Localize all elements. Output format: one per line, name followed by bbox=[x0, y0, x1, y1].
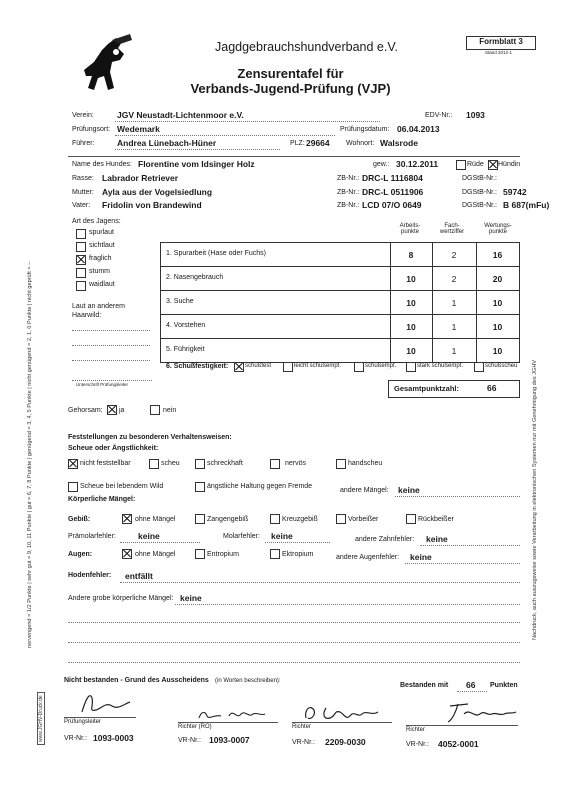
sig-4-vr: 4052-0001 bbox=[438, 739, 479, 749]
gebiss-ohne-label: ohne Mängel bbox=[135, 516, 176, 523]
nervoes-checkbox[interactable] bbox=[270, 459, 280, 469]
vater-value: Fridolin von Brandewind bbox=[102, 200, 202, 210]
aengstlich-checkbox[interactable] bbox=[195, 482, 205, 492]
kreuzgebiss-checkbox[interactable] bbox=[270, 514, 280, 524]
row-4-wp: 10 bbox=[492, 322, 503, 332]
gebiss-label: Gebiß: bbox=[68, 516, 91, 523]
laut-title-1: Laut an anderem bbox=[72, 303, 125, 310]
ruede-label: Rüde bbox=[467, 161, 484, 168]
row-3-fw: 1 bbox=[451, 298, 457, 308]
row-1-wp: 16 bbox=[492, 250, 503, 260]
praemolar-value: keine bbox=[138, 531, 160, 541]
molar-value: keine bbox=[271, 531, 293, 541]
row-1-fw: 2 bbox=[451, 250, 457, 260]
ektropium-checkbox[interactable] bbox=[270, 549, 280, 559]
scheu-wild-label: Scheue bei lebendem Wild bbox=[80, 483, 164, 490]
aengstlich-label: ängstliche Haltung gegen Fremde bbox=[207, 483, 313, 490]
vater-zb-label: ZB-Nr.: bbox=[337, 202, 360, 209]
vater-dgstb-label: DGStB-Nr.: bbox=[462, 202, 498, 209]
row-3-label: 3. Suche bbox=[166, 298, 194, 305]
zahn-value: keine bbox=[426, 534, 448, 544]
in-worten-label: (in Worten beschreiben): bbox=[215, 678, 281, 684]
signature-4 bbox=[440, 700, 520, 726]
row-5-wp: 10 bbox=[492, 346, 503, 356]
row-2-fw: 2 bbox=[451, 274, 457, 284]
plz-value: 29664 bbox=[306, 138, 330, 148]
row-4-ap: 10 bbox=[406, 322, 416, 332]
gew-value: 30.12.2011 bbox=[396, 159, 439, 169]
molar-label: Molarfehler: bbox=[223, 533, 260, 540]
signature-1 bbox=[78, 690, 138, 716]
edv-label: EDV-Nr.: bbox=[425, 112, 453, 119]
hund-name-value: Florentine vom Idsinger Holz bbox=[138, 159, 255, 169]
nicht-bestanden-label: Nicht bestanden - Grund des Ausscheidens bbox=[64, 677, 209, 684]
sig-3-vr: 2209-0030 bbox=[325, 737, 366, 747]
mutter-zb-value: DRC-L 0511906 bbox=[362, 187, 424, 197]
schuss-leicht-label: leicht schußempf. bbox=[294, 363, 342, 369]
row-1-label: 1. Spurarbeit (Hase oder Fuchs) bbox=[166, 250, 266, 257]
sig-1-vr-label: VR-Nr.: bbox=[64, 735, 87, 742]
verhalten-subtitle: Scheue oder Ängstlichkeit: bbox=[68, 445, 159, 452]
side-right-text: Nachdruck, auch auszugsweise sowie Verarbeitung in elektronischen Systemen nur mit Genehmigung des JGHV bbox=[532, 359, 538, 640]
koerper-title: Körperliche Mängel: bbox=[68, 496, 136, 503]
rasse-label: Rasse: bbox=[72, 175, 94, 182]
rasse-value: Labrador Retriever bbox=[102, 173, 179, 183]
huendin-label: Hündin bbox=[498, 161, 521, 168]
mutter-label: Mutter: bbox=[72, 189, 94, 196]
handscheu-checkbox[interactable] bbox=[336, 459, 346, 469]
ort-value: Wedemark bbox=[117, 124, 160, 134]
unterschrift-pl-label: Unterschrift Prüfungsleiter bbox=[76, 382, 129, 387]
gebiss-ohne-checkbox[interactable] bbox=[122, 514, 132, 524]
gesamt-label: Gesamtpunktzahl: bbox=[394, 384, 460, 393]
andere-maengel-value: keine bbox=[398, 485, 420, 495]
schuss-empf-label: schußempf. bbox=[365, 363, 397, 369]
kreuzgebiss-label: Kreuzgebiß bbox=[282, 516, 318, 523]
form-stand: Stand 2012-1 bbox=[485, 50, 513, 55]
nicht-feststellbar-checkbox[interactable] bbox=[68, 459, 78, 469]
jagen-sichtlaut-label: sichtlaut bbox=[89, 242, 115, 249]
jagen-stumm-checkbox[interactable] bbox=[76, 268, 86, 278]
title-1: Zensurentafel für bbox=[237, 66, 344, 81]
header-wertungspunkte: Wertungs- punkte bbox=[484, 223, 512, 235]
edv-value: 1093 bbox=[466, 110, 485, 120]
gehorsam-nein-label: nein bbox=[163, 407, 177, 414]
schuss-label: 6. Schußfestigkeit: bbox=[166, 363, 229, 370]
sig-3-vr-label: VR-Nr.: bbox=[292, 739, 315, 746]
row-2-ap: 10 bbox=[406, 274, 416, 284]
gesamt-value: 66 bbox=[487, 383, 497, 393]
jagen-fraglich-label: fraglich bbox=[89, 255, 112, 262]
sig-3-role: Richter bbox=[292, 724, 312, 730]
jagen-fraglich-checkbox[interactable] bbox=[76, 255, 86, 265]
row-5-fw: 1 bbox=[451, 346, 457, 356]
scheu-checkbox[interactable] bbox=[149, 459, 159, 469]
plz-label: PLZ: bbox=[290, 140, 305, 147]
sig-2-vr: 1093-0007 bbox=[209, 735, 250, 745]
augenfehler-value: keine bbox=[410, 552, 432, 562]
datum-label: Prüfungsdatum: bbox=[340, 126, 390, 133]
zangengebiss-label: Zangengebiß bbox=[207, 516, 249, 523]
schreckhaft-label: schreckhaft bbox=[207, 460, 243, 467]
zb-value: DRC-L 1116804 bbox=[362, 173, 423, 183]
jagen-sichtlaut-checkbox[interactable] bbox=[76, 242, 86, 252]
row-5-label: 5. Führigkeit bbox=[166, 346, 205, 353]
signature-2 bbox=[195, 702, 270, 724]
jagen-waidlaut-checkbox[interactable] bbox=[76, 281, 86, 291]
row-4-fw: 1 bbox=[451, 322, 457, 332]
gehorsam-ja-checkbox[interactable] bbox=[107, 405, 117, 415]
mutter-dgstb-value: 59742 bbox=[503, 187, 527, 197]
sig-1-role: Prüfungsleiter bbox=[64, 719, 102, 725]
nervoes-label: nervös bbox=[285, 460, 307, 467]
jagen-stumm-label: stumm bbox=[89, 268, 110, 275]
org-name: Jagdgebrauchshundverband e.V. bbox=[215, 40, 399, 54]
scheu-label: scheu bbox=[161, 460, 180, 467]
score-table bbox=[160, 220, 520, 380]
rueckbeisser-label: Rückbeißer bbox=[418, 516, 454, 523]
praemolar-label: Prämolarfehler: bbox=[68, 533, 116, 540]
handscheu-label: handscheu bbox=[348, 460, 383, 467]
gehorsam-nein-checkbox[interactable] bbox=[150, 405, 160, 415]
huendin-checkbox[interactable] bbox=[488, 160, 498, 170]
schuss-stark-label: stark schußempf. bbox=[417, 363, 464, 369]
row-3-ap: 10 bbox=[406, 298, 416, 308]
side-bottom-text: www.JGHV-Druck.de bbox=[37, 692, 45, 745]
jagen-spurlaut-label: spurlaut bbox=[89, 229, 114, 236]
punkten-label: Punkten bbox=[490, 682, 518, 689]
rueckbeisser-checkbox[interactable] bbox=[406, 514, 416, 524]
wohnort-label: Wohnort: bbox=[346, 140, 375, 147]
ektropium-label: Ektropium bbox=[282, 551, 314, 558]
grob-value: keine bbox=[180, 593, 202, 603]
hoden-value: entfällt bbox=[125, 571, 153, 581]
verhalten-title: Feststellungen zu besonderen Verhaltensweisen: bbox=[68, 434, 232, 441]
vater-label: Vater: bbox=[72, 202, 91, 209]
ruede-checkbox[interactable] bbox=[456, 160, 466, 170]
schuss-scheu-label: schußscheu bbox=[485, 363, 518, 369]
row-4-label: 4. Vorstehen bbox=[166, 322, 206, 329]
zb-label: ZB-Nr.: bbox=[337, 175, 360, 182]
verein-value: JGV Neustadt-Lichtenmoor e.V. bbox=[117, 110, 244, 120]
vater-dgstb-value: B 687(mFu) bbox=[503, 200, 550, 210]
jagen-spurlaut-checkbox[interactable] bbox=[76, 229, 86, 239]
scheu-wild-checkbox[interactable] bbox=[68, 482, 78, 492]
grob-label: Andere grobe körperliche Mängel: bbox=[68, 595, 174, 602]
header-arbeitspunkte: Arbeits- punkte bbox=[399, 223, 421, 235]
zangengebiss-checkbox[interactable] bbox=[195, 514, 205, 524]
sig-2-vr-label: VR-Nr.: bbox=[178, 737, 201, 744]
sig-2-role: Richter (RO) bbox=[178, 724, 212, 730]
mutter-zb-label: ZB-Nr.: bbox=[337, 189, 360, 196]
andere-maengel-label: andere Mängel: bbox=[340, 487, 389, 494]
gehorsam-ja-label: ja bbox=[119, 407, 125, 414]
row-1-ap: 8 bbox=[408, 250, 414, 260]
zahn-label: andere Zahnfehler: bbox=[355, 536, 415, 543]
wohnort-value: Walsrode bbox=[380, 138, 418, 148]
mutter-value: Ayla aus der Vogelsiedlung bbox=[102, 187, 213, 197]
title-2: Verbands-Jugend-Prüfung (VJP) bbox=[190, 81, 391, 96]
row-2-wp: 20 bbox=[492, 274, 503, 284]
schuss-fest-label: schußfest bbox=[245, 363, 272, 369]
mutter-dgstb-label: DGStB-Nr.: bbox=[462, 189, 498, 196]
schuss-scheu-checkbox[interactable] bbox=[474, 362, 484, 372]
entropium-checkbox[interactable] bbox=[195, 549, 205, 559]
fuehrer-value: Andrea Lünebach-Hüner bbox=[117, 138, 217, 148]
schuss-stark-checkbox[interactable] bbox=[406, 362, 416, 372]
gehorsam-label: Gehorsam: bbox=[68, 407, 103, 414]
form-label-box: Formblatt 3 bbox=[466, 36, 536, 50]
vorbeisser-checkbox[interactable] bbox=[336, 514, 346, 524]
augen-label: Augen: bbox=[68, 551, 93, 558]
signature-3 bbox=[300, 700, 385, 724]
augen-ohne-checkbox[interactable] bbox=[122, 549, 132, 559]
augen-ohne-label: ohne Mängel bbox=[135, 551, 176, 558]
hund-name-label: Name des Hundes: bbox=[72, 161, 132, 168]
schuss-empf-checkbox[interactable] bbox=[354, 362, 364, 372]
schreckhaft-checkbox[interactable] bbox=[195, 459, 205, 469]
bestanden-value: 66 bbox=[466, 680, 476, 690]
vorbeisser-label: Vorbeißer bbox=[348, 516, 379, 523]
gew-label: gew.: bbox=[373, 161, 390, 168]
fuehrer-label: Führer: bbox=[72, 140, 95, 147]
row-3-wp: 10 bbox=[492, 298, 503, 308]
sig-4-role: Richter bbox=[406, 727, 426, 733]
jagen-waidlaut-label: waidlaut bbox=[89, 281, 115, 288]
laut-title-2: Haarwild: bbox=[72, 312, 102, 319]
side-left-text: nervengend = 1/2 Punkte | sehr gut = 9, 10, 11 Punkte | gut = 6, 7, 8 Punkte | genügend = 3, 4, 5 Punkte | nicht genügend = 2, 1, 0 Punkte | nicht geprüft = – bbox=[27, 261, 33, 648]
nicht-feststellbar-label: nicht feststellbar bbox=[80, 460, 131, 467]
vater-zb-value: LCD 07/O 0649 bbox=[362, 200, 422, 210]
verein-label: Verein: bbox=[72, 112, 94, 119]
schuss-leicht-checkbox[interactable] bbox=[283, 362, 293, 372]
schuss-fest-checkbox[interactable] bbox=[234, 362, 244, 372]
entropium-label: Entropium bbox=[207, 551, 239, 558]
sig-1-vr: 1093-0003 bbox=[93, 733, 134, 743]
row-5-ap: 10 bbox=[406, 346, 416, 356]
header-fachwertziffer: Fach- wertziffer bbox=[439, 223, 465, 235]
bestanden-label: Bestanden mit bbox=[400, 682, 449, 689]
dgstb-label: DGStB-Nr.: bbox=[462, 175, 498, 182]
hoden-label: Hodenfehler: bbox=[68, 572, 112, 579]
datum-value: 06.04.2013 bbox=[397, 124, 440, 134]
ort-label: Prüfungsort: bbox=[72, 126, 111, 133]
sig-4-vr-label: VR-Nr.: bbox=[406, 741, 429, 748]
row-2-label: 2. Nasengebrauch bbox=[166, 274, 224, 281]
augenfehler-label: andere Augenfehler: bbox=[336, 554, 400, 561]
jagen-title: Art des Jagens: bbox=[72, 218, 121, 225]
